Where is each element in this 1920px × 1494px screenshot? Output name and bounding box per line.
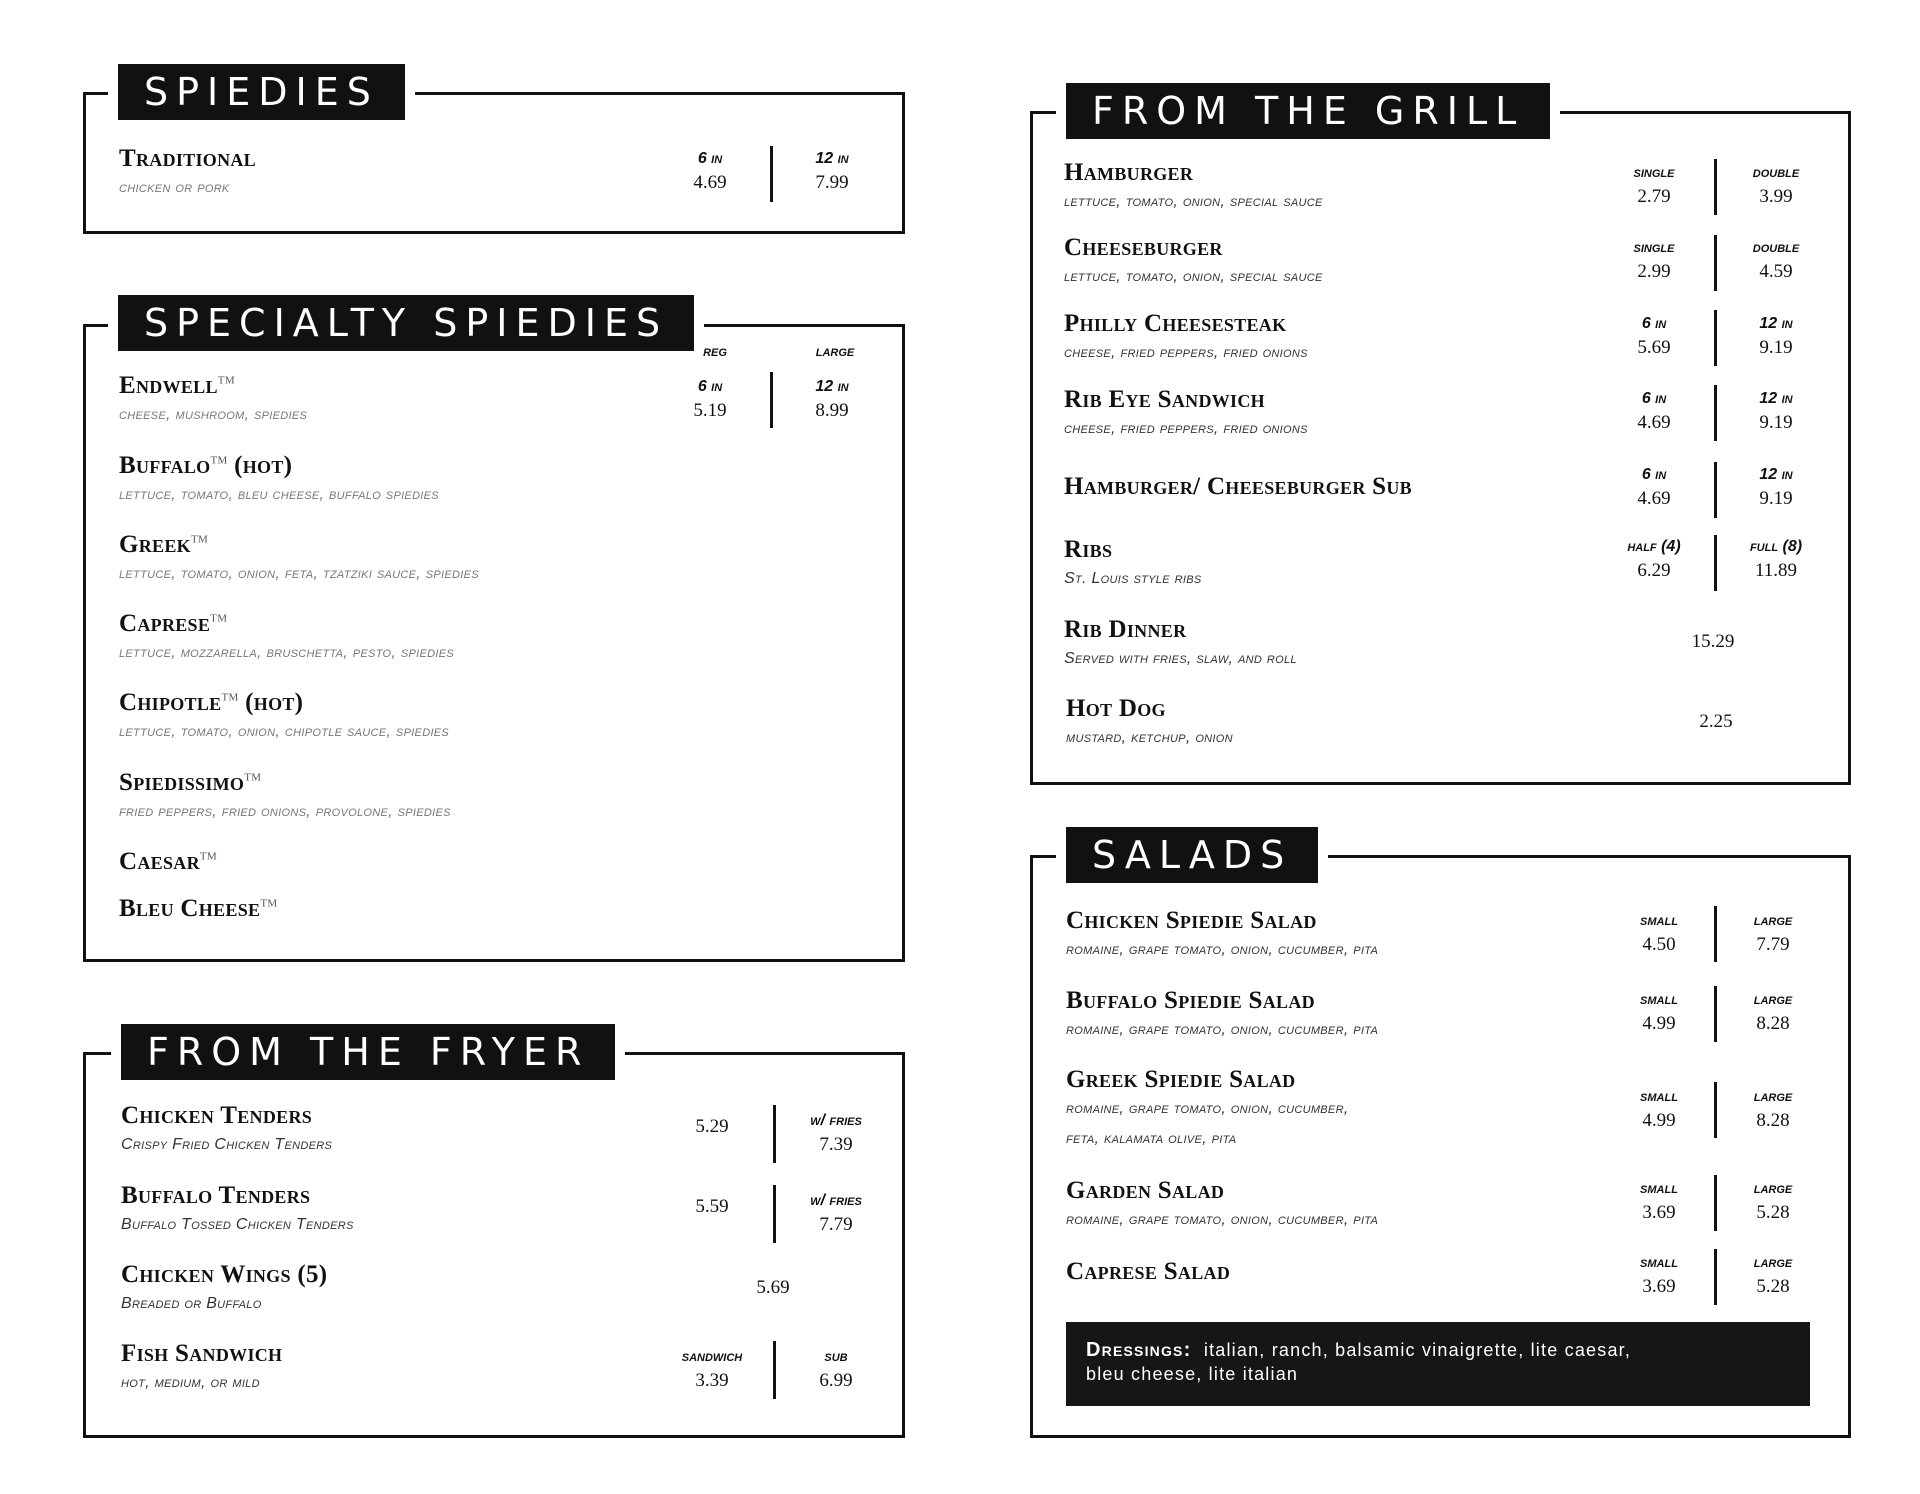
item-name: Fish Sandwich [121, 1340, 283, 1367]
item-description: Breaded or Buffalo [121, 1295, 262, 1312]
trademark-mark: TM [221, 691, 239, 704]
price-label: small [1640, 912, 1678, 929]
menu-item [1064, 473, 1412, 501]
price-value: 8.99 [815, 400, 849, 421]
menu-item [1066, 907, 1378, 959]
price-value: 5.28 [1756, 1202, 1790, 1223]
price-column [1599, 390, 1709, 434]
price-value: 15.29 [1691, 631, 1735, 652]
price-column [1721, 164, 1831, 208]
price-column [1721, 239, 1831, 283]
item-description: romaine, grape tomato, onion, cucumber, pita [1066, 1211, 1379, 1228]
price-label: large [1753, 1180, 1793, 1197]
price-value: 9.19 [1759, 412, 1793, 433]
price-value: 5.59 [695, 1196, 729, 1217]
price-value: 4.59 [1759, 261, 1793, 282]
menu-item [1066, 1177, 1378, 1229]
item-name: Chipotle [119, 689, 222, 716]
price-column [1721, 390, 1831, 434]
price-value: 7.99 [815, 172, 849, 193]
price-label: small [1640, 1254, 1678, 1271]
dressings-list: italian, ranch, balsamic vinaigrette, lite caesar, [1203, 1340, 1632, 1360]
price-divider [773, 1185, 776, 1243]
price-label: large [1753, 1254, 1793, 1271]
trademark-mark: TM [199, 850, 217, 863]
price-column [1721, 315, 1831, 359]
price-label: small [1640, 991, 1678, 1008]
item-name: Greek [119, 531, 191, 558]
menu-item [119, 848, 217, 876]
grill-panel [1030, 111, 1851, 785]
item-description: fried peppers, fried onions, provolone, spiedies [119, 803, 451, 820]
price-value: 9.19 [1759, 488, 1793, 509]
price-label: large [1753, 912, 1793, 929]
spiedies-title: SPIEDIES [108, 64, 415, 120]
price-label: 6 in [1641, 390, 1667, 407]
item-name: Hamburger/ Cheeseburger Sub [1064, 473, 1412, 500]
item-description: romaine, grape tomato, onion, cucumber, pita [1066, 1021, 1379, 1038]
item-name: Buffalo Tenders [121, 1182, 311, 1209]
trademark-mark: TM [260, 897, 278, 910]
menu-item [1064, 616, 1297, 668]
trademark-mark: TM [217, 374, 235, 387]
price-label: 12 in [1759, 315, 1793, 332]
price-value: 6.29 [1637, 560, 1671, 581]
item-description: lettuce, mozzarella, bruschetta, pesto, spiedies [119, 644, 455, 661]
price-column [657, 1348, 767, 1392]
price-divider [1714, 986, 1717, 1042]
price-column [1604, 1180, 1714, 1224]
menu-item [121, 1261, 327, 1313]
price-value: 7.79 [1756, 934, 1790, 955]
menu-item [1064, 386, 1308, 438]
price-label: 6 in [1641, 315, 1667, 332]
item-name: Ribs [1064, 536, 1113, 563]
item-description: lettuce, tomato, onion, feta, tzatziki sauce, spiedies [119, 565, 479, 582]
item-name: Hot Dog [1066, 695, 1166, 722]
item-description: Served with fries, slaw, and roll [1064, 650, 1297, 667]
item-description: St. Louis style ribs [1064, 570, 1202, 587]
price-label: 12 in [815, 150, 849, 167]
price-value: 3.99 [1759, 186, 1793, 207]
price-value: 4.99 [1642, 1110, 1676, 1131]
price-label: w/ fries [810, 1112, 862, 1129]
price-label: 6 in [1641, 466, 1667, 483]
price-divider [1714, 159, 1717, 215]
price-label: large [1753, 991, 1793, 1008]
price-column [1599, 466, 1709, 510]
price-column [1718, 1254, 1828, 1298]
item-description: romaine, grape tomato, onion, cucumber, [1066, 1100, 1349, 1117]
price-value: 4.99 [1642, 1013, 1676, 1034]
column-header-reg: reg [703, 343, 727, 360]
item-name: Buffalo [119, 452, 211, 479]
item-name: Caprese Salad [1066, 1258, 1231, 1285]
item-description: romaine, grape tomato, onion, cucumber, pita [1066, 941, 1379, 958]
item-description: cheese, fried peppers, fried onions [1064, 420, 1308, 437]
price-divider [773, 1341, 776, 1399]
price-label: sandwich [681, 1348, 743, 1365]
price-divider [1714, 1249, 1717, 1305]
price-column [655, 150, 765, 194]
price-column [781, 1348, 891, 1392]
price-label: 12 in [1759, 466, 1793, 483]
menu-item: Buffalo™ (hot) lettuce, tomato, bleu cheese, buffalo spiedies [119, 452, 439, 503]
price-value: 11.89 [1754, 560, 1798, 581]
item-name: Bleu Cheese [119, 895, 261, 922]
price-column [777, 378, 887, 422]
dressings-box [1066, 1322, 1810, 1406]
price-label: double [1752, 239, 1800, 256]
price-value: 8.28 [1756, 1110, 1790, 1131]
item-description: lettuce, tomato, bleu cheese, buffalo spiedies [119, 486, 439, 503]
price-value: 4.69 [693, 172, 727, 193]
price-divider [1714, 385, 1717, 441]
price-value: 6.99 [819, 1370, 853, 1391]
price-value: 5.29 [695, 1116, 729, 1137]
price-value: 7.79 [819, 1214, 853, 1235]
price-value: 3.69 [1642, 1202, 1676, 1223]
item-name: Buffalo Spiedie Salad [1066, 987, 1315, 1014]
item-name: Spiedissimo [119, 769, 245, 796]
trademark-mark: TM [210, 612, 228, 625]
item-description-line2: feta, kalamata olive, pita [1066, 1130, 1237, 1147]
menu-item [119, 145, 256, 197]
price-label: half (4) [1627, 538, 1681, 555]
item-description: chicken or pork [119, 179, 230, 196]
salads-title: SALADS [1056, 827, 1328, 883]
price-label: 6 in [697, 378, 723, 395]
menu-item [1064, 536, 1202, 588]
price-value: 2.25 [1699, 711, 1733, 732]
price-column [1718, 912, 1828, 956]
item-description: lettuce, tomato, onion, chipotle sauce, spiedies [119, 723, 450, 740]
price-value: 9.19 [1759, 337, 1793, 358]
menu-item [1066, 1066, 1349, 1148]
trademark-mark: TM [210, 454, 228, 467]
price-column [1599, 315, 1709, 359]
price-divider [773, 1105, 776, 1163]
menu-item [121, 1102, 332, 1154]
price-column [657, 1192, 767, 1218]
price-column [1599, 538, 1709, 582]
price-divider [770, 146, 773, 202]
menu-item [121, 1182, 354, 1234]
price-value: 2.79 [1637, 186, 1671, 207]
price-label: single [1633, 164, 1675, 181]
price-column [1718, 991, 1828, 1035]
menu-item [119, 610, 454, 662]
price-column [1721, 466, 1831, 510]
price-column [1604, 1088, 1714, 1132]
item-name: Traditional [119, 145, 256, 172]
price-label: w/ fries [810, 1192, 862, 1209]
item-name: Caesar [119, 848, 200, 875]
price-column [1599, 164, 1709, 208]
price-label: 12 in [815, 378, 849, 395]
price-value: 4.69 [1637, 488, 1671, 509]
item-name: Chicken Spiedie Salad [1066, 907, 1317, 934]
price-divider [1714, 310, 1717, 366]
price-value: 5.28 [1756, 1276, 1790, 1297]
price-column [1721, 538, 1831, 582]
item-name: Chicken Wings (5) [121, 1261, 328, 1288]
price-label: large [1753, 1088, 1793, 1105]
menu-item [119, 531, 479, 583]
price-label: small [1640, 1180, 1678, 1197]
item-description: lettuce, tomato, onion, special sauce [1064, 268, 1323, 285]
price-column [781, 1192, 891, 1236]
item-name: Garden Salad [1066, 1177, 1225, 1204]
price-column [655, 378, 765, 422]
menu-item [1066, 695, 1233, 747]
menu-item [119, 769, 451, 821]
dressings-line-2: bleu cheese, lite italian [1086, 1364, 1299, 1384]
item-description: mustard, ketchup, onion [1066, 729, 1233, 746]
price-divider [1714, 906, 1717, 962]
price-column [1718, 1088, 1828, 1132]
price-column [1604, 991, 1714, 1035]
price-column [781, 1112, 891, 1156]
menu-item [1064, 310, 1308, 362]
price-value: 2.99 [1637, 261, 1671, 282]
price-column [1604, 912, 1714, 956]
price-value: 5.69 [756, 1277, 790, 1298]
menu-item [121, 1340, 282, 1392]
item-description: Buffalo Tossed Chicken Tenders [121, 1216, 354, 1233]
price-label: 12 in [1759, 390, 1793, 407]
price-value: 7.39 [819, 1134, 853, 1155]
dressings-line-1 [1086, 1338, 1790, 1362]
item-name: Rib Dinner [1064, 616, 1187, 643]
menu-item [1064, 234, 1323, 286]
price-divider [770, 372, 773, 428]
item-name: Hamburger [1064, 159, 1194, 186]
price-label: 6 in [697, 150, 723, 167]
menu-item [1066, 1258, 1230, 1286]
item-name: Philly Cheesesteak [1064, 310, 1287, 337]
item-name: Caprese [119, 610, 211, 637]
menu-item: Chipotle™ (hot) lettuce, tomato, onion, chipotle sauce, spiedies [119, 689, 450, 740]
price-divider [1714, 462, 1717, 518]
price-column [777, 150, 887, 194]
item-name: Rib Eye Sandwich [1064, 386, 1265, 413]
dressings-label: Dressings: [1086, 1339, 1192, 1361]
menu-item [1064, 159, 1323, 211]
price-label: small [1640, 1088, 1678, 1105]
menu-item [119, 895, 277, 923]
price-label: sub [824, 1348, 848, 1365]
price-value: 3.39 [695, 1370, 729, 1391]
price-column [1599, 239, 1709, 283]
price-divider [1714, 1082, 1717, 1138]
price-value: 4.69 [1637, 412, 1671, 433]
item-name: Chicken Tenders [121, 1102, 313, 1129]
price-value: 5.69 [1637, 337, 1671, 358]
price-divider [1714, 235, 1717, 291]
menu-item [1066, 987, 1378, 1039]
price-column [1718, 1180, 1828, 1224]
price-column [657, 1112, 767, 1138]
price-label: single [1633, 239, 1675, 256]
item-name: Cheeseburger [1064, 234, 1223, 261]
trademark-mark: TM [190, 533, 209, 546]
item-description: lettuce, tomato, onion, special sauce [1064, 193, 1323, 210]
price-value: 3.69 [1642, 1276, 1676, 1297]
price-value: 8.28 [1756, 1013, 1790, 1034]
item-name: Endwell [119, 372, 218, 399]
menu-item [119, 372, 307, 424]
price-divider [1714, 535, 1717, 591]
price-divider [1714, 1175, 1717, 1231]
fryer-title: FROM THE FRYER [111, 1024, 625, 1080]
price-label: full (8) [1749, 538, 1803, 555]
price-label: double [1752, 164, 1800, 181]
grill-title: FROM THE GRILL [1056, 83, 1560, 139]
item-name: Greek Spiedie Salad [1066, 1066, 1296, 1093]
item-description: cheese, mushroom, spiedies [119, 406, 308, 423]
price-column [1604, 1254, 1714, 1298]
item-description: Crispy Fried Chicken Tenders [121, 1136, 333, 1153]
trademark-mark: TM [244, 771, 262, 784]
column-header-large: large [815, 343, 855, 360]
specialty-spiedies-title: SPECIALTY SPIEDIES [108, 295, 704, 351]
item-description: cheese, fried peppers, fried onions [1064, 344, 1308, 361]
price-value: 4.50 [1642, 934, 1676, 955]
item-description: hot, medium, or mild [121, 1374, 260, 1391]
price-value: 5.19 [693, 400, 727, 421]
